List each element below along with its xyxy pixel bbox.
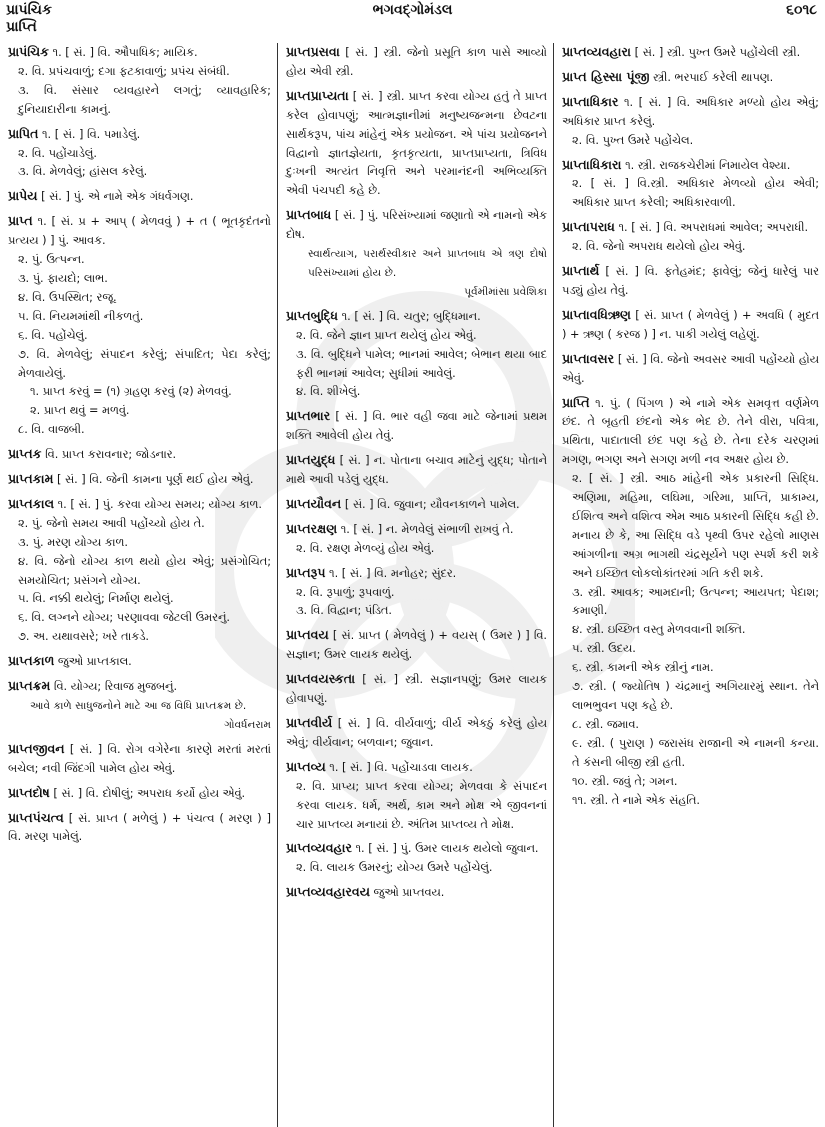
headword: પ્રાપ્તવયસ્કતા — [286, 671, 356, 687]
dictionary-entry — [286, 883, 547, 903]
dictionary-entry — [562, 350, 819, 389]
headword: પ્રાપ્તાપરાધ — [562, 219, 615, 235]
headword: પ્રાપ્તાવસર — [562, 350, 615, 366]
sense: ૬. વિ. પહોંચેલું. — [18, 328, 88, 342]
dictionary-entry — [286, 714, 547, 753]
definition: [ સં. ] વિ. જેનો અવસર આવી પહોંચ્યો હોય એવું. — [562, 352, 819, 385]
headword: પ્રાપ્તભાર — [286, 408, 331, 424]
headword: પ્રાપ્તકાળ — [8, 653, 55, 669]
dictionary-entry — [286, 839, 547, 878]
sense: ૬. સ્ત્રી. કામની એક સ્ત્રીનું નામ. — [572, 661, 714, 675]
quotation-source: પૂર્વમીમાંસા પ્રવેશિકા — [464, 285, 547, 298]
definition: [ સં. ] વિ. વીર્યવાળું; વીર્ય એકઠું કરેલું હોય એવું; વીર્યવાન; બળવાન; જુવાન. — [286, 717, 547, 749]
sense: ૭. અ. યથાવસરે; ખરે તાકડે. — [18, 630, 149, 644]
dictionary-entry — [8, 740, 271, 779]
dictionary-entry — [286, 407, 547, 446]
guide-word-first: પ્રાપંચિક — [6, 2, 52, 18]
dictionary-entry — [286, 206, 547, 302]
page-header — [0, 2, 825, 40]
sense: ૮. સ્ત્રી. જમાવ. — [572, 717, 639, 731]
definition: ૧. [ સં. ] વિ. અપરાધમાં આવેલ; અપરાધી. — [614, 221, 809, 235]
sense: ૩. પું. ફાયદો; લાભ. — [18, 271, 108, 285]
dictionary-entry — [286, 626, 547, 665]
headword: પ્રાપ્તદોષ — [8, 784, 50, 800]
definition: [ સં. ] વિ. જેની કામના પૂર્ણ થઈ હોય એવું. — [53, 473, 254, 487]
guide-word-last: પ્રાપ્તિ — [6, 19, 37, 35]
sense: ૧૦. સ્ત્રી. જવું તે; ગમન. — [572, 774, 678, 788]
sense: ૩. વિ. વિદ્વાન; પંડિત. — [296, 604, 393, 618]
sense: ૨. વિ. રક્ષણ મેળવ્યું હોય એવું. — [296, 541, 435, 555]
definition: [ સં. પ્રાપ્ત ( મળેલું ) + પંચત્વ ( મરણ ) ] વિ. મરણ પામેલું. — [8, 811, 271, 844]
column-2 — [277, 43, 553, 1127]
headword: પ્રાપ્તવય — [286, 627, 329, 643]
headword: પ્રાપ્તરક્ષણ — [286, 520, 338, 536]
sense: ૨. વિ. પહોંચાડેલું. — [18, 146, 97, 160]
definition: ૧. [ સં. ] પું. કરવા યોગ્ય સમય; યોગ્ય કાળ. — [54, 497, 262, 511]
definition: સ્ત્રી. ભરપાઈ કરેલી થાપણ. — [649, 70, 774, 84]
dictionary-entry — [562, 93, 819, 151]
sense: ૫. વિ. નક્કી થયેલું; નિર્માણ થયેલું. — [18, 592, 174, 606]
definition: ૧. [ સં. ] વિ. ઔપાધિક; માયિક. — [48, 46, 198, 59]
dictionary-entry — [562, 68, 819, 88]
definition: [ સં. ] વિ. જુવાન; યૌવનકાળને પામેલ. — [341, 497, 520, 511]
headword: પ્રાપ્તરૂપ — [286, 564, 326, 580]
dictionary-entry — [286, 670, 547, 709]
sense: ૪. વિ. ઉપસ્થિત; રજૂ. — [18, 290, 117, 304]
sense: ૨. વિ. પ્રાપ્ય; પ્રાપ્ત કરવા યોગ્ય; મેળવવા કે સંપાદન કરવા લાયક. ધર્મ, અર્થ, કામ અને મોક્ષ એ જીવનનાં ચાર પ્રાપ્તવ્ય મનાયાં છે. અંતિમ પ્રાપ્તવ્ય તે મોક્ષ. — [296, 779, 547, 831]
headword: પ્રાપ્તવ્યવહારવય — [286, 884, 370, 900]
sense: ૭. સ્ત્રી. ( જ્યોતિષ ) ચંદ્રમાનું અગિયારમું સ્થાન. તેને લાભભુવન પણ કહે છે. — [572, 680, 819, 712]
dictionary-entry — [8, 125, 271, 183]
definition: [ સં. ] વિ. દોષીલું; અપરાધ કર્યો હોય એવું. — [49, 786, 246, 800]
sense: ૨. પું. જેનો સમય આવી પહોંચ્યો હોય તે. — [18, 516, 205, 530]
dictionary-entry — [562, 43, 819, 63]
sense: ૮. વિ. વાજબી. — [18, 423, 85, 437]
definition: ૧. [ સં. ] ન. મેળવેલું સંભાળી રાખવું તે. — [337, 522, 514, 536]
dictionary-entry — [286, 495, 547, 515]
sense: ૩. સ્ત્રી. આવક; આમદાની; ઉત્પન્ન; આયપત; પેદાશ; કમાણી. — [572, 585, 819, 618]
definition: [ સં. પ્રાપ્ત ( મેળવેલું ) + અવધિ ( મુદત ) + ઋણ ( કરજ ) ] ન. પાકી ગયેલું લહેણું. — [562, 308, 819, 341]
sense: ૪. વિ. શીખેલું. — [296, 385, 361, 399]
sense: ૨. વિ. રૂપાળું; રૂપવાળું. — [296, 585, 395, 599]
headword: પ્રાપ્તબાધ — [286, 207, 332, 223]
headword: પ્રાપ્તક્રમ — [8, 678, 51, 694]
dictionary-entry — [8, 652, 271, 672]
sense: ૩. વિ. બુદ્ધિને પામેલ; ભાનમાં આવેલ; બેભાન થયા બાદ ફરી ભાનમાં આવેલ; સુધીમાં આવેલું. — [296, 347, 547, 380]
dictionary-entry — [562, 218, 819, 257]
dictionary-entry — [562, 306, 819, 345]
dictionary-entry — [8, 445, 271, 465]
headword: પ્રાપ્ત હિસ્સા પૂંજી — [562, 68, 650, 84]
sense: ૨. પું. ઉત્પન્ન. — [18, 253, 85, 267]
dictionary-entry — [8, 495, 271, 647]
sense: ૨. વિ. પુખ્ત ઉમરે પહોંચેલ. — [572, 133, 694, 147]
headword: પ્રાપ્તાધિકારા — [562, 156, 622, 172]
definition: ૧. [ સં. ] વિ. પમાડેલું. — [38, 127, 141, 141]
dictionary-entry — [8, 43, 271, 120]
column-1 — [0, 43, 277, 1127]
sense: ૬. વિ. લગ્નને યોગ્ય; પરણાવવા જેટલી ઉમરનું. — [18, 611, 231, 625]
dictionary-entry — [286, 451, 547, 490]
headword: પ્રાપ્તપ્રાપ્યતા — [286, 87, 349, 103]
definition: [ સં. ] ન. પોતાના બચાવ માટેનું યુદ્ધ; પોતાને માથે આવી પડેલું યુદ્ધ. — [286, 454, 547, 487]
definition: [ સં. ] સ્ત્રી. સજ્ઞાનપણું; ઉમર લાયક હોવાપણું. — [286, 673, 547, 706]
dictionary-entry — [8, 470, 271, 490]
headword: પ્રાપ્તયુદ્ધ — [286, 452, 336, 468]
headword: પ્રાપ્તિ — [562, 394, 590, 410]
definition: ૧. [ સં. ] પું. ઉમર લાયક થયેલો જુવાન. — [351, 842, 539, 856]
headword: પ્રાપ્તયૌવન — [286, 495, 342, 511]
sense: ૨. વિ. પ્રપંચવાળું; દગા ફટકાવાળું; પ્રપંચ સંબંધી. — [18, 64, 230, 78]
sense: ૨. [ સં. ] વિ.સ્ત્રી. અધિકાર મેળવ્યો હોય એવી; અધિકાર પ્રાપ્ત કરેલી; અધિકારવાળી. — [572, 177, 819, 210]
sense: ૧૧. સ્ત્રી. તે નામે એક સંહતિ. — [572, 793, 700, 807]
headword: પ્રાપ્તજીવન — [8, 740, 65, 756]
headword: પ્રાપ્ત — [8, 213, 33, 229]
sense: ૪. વિ. જેનો યોગ્ય કાળ થયો હોય એવું; પ્રસંગોચિત; સમયોચિત; પ્રસંગને યોગ્ય. — [18, 554, 271, 587]
definition: [ સં. ] વિ. ભાર વહી જવા માટે જેનામાં પ્રથમ શક્તિ આવેલી હોય તેવું. — [286, 410, 547, 443]
definition: [ સં. ] વિ. ફતેહમંદ; ફાવેલું; જેનું ધારેલું પાર પડ્યું હોય તેવું. — [562, 265, 819, 297]
headword: પ્રાપ્તવીર્ય — [286, 715, 333, 730]
definition: [ સં. ] વિ. રોગ વગેરેના કારણે મરતાં મરતાં બચેલ; નવી જિંદગી પામેલ હોય એવું. — [8, 742, 271, 775]
sense: ૯. સ્ત્રી. ( પુરાણ ) જરાસંધ રાજાની એ નામની કન્યા. તે કંસની બીજી સ્ત્રી હતી. — [572, 736, 819, 769]
sense: ૭. વિ. મેળવેલું; સંપાદન કરેલું; સંપાદિત; પેદા કરેલું; મેળવાયેલું. — [18, 347, 271, 380]
headword: પ્રાપિત — [8, 125, 39, 141]
usage-note: ૨. પ્રાપ્ત થવું = મળવું. — [30, 404, 130, 418]
headword: પ્રાપ્તવ્ય — [286, 758, 326, 774]
dictionary-entry — [562, 394, 819, 811]
definition: [ સં. ] સ્ત્રી. પુખ્ત ઉમરે પહોંચેલી સ્ત્રી. — [630, 46, 801, 59]
definition: ૧. [ સં. ] વિ. પહોંચાડવા લાયક. — [325, 760, 473, 774]
definition: ૧. [ સં. પ્ર + આપ્ ( મેળવવું ) + ત ( ભૂતકૃદંતનો પ્રત્યય ) ] પું. આવક. — [8, 215, 271, 248]
dictionary-columns — [0, 43, 825, 1127]
headword: પ્રાપ્તાધિકાર — [562, 93, 619, 109]
definition: ૧. સ્ત્રી. રાજકચેરીમાં નિમાયેલ વેશ્યા. — [621, 158, 791, 172]
definition: વિ. યોગ્ય; રિવાજ મુજબનું. — [50, 680, 178, 694]
dictionary-entry — [8, 187, 271, 207]
definition: ૧. [ સં. ] વિ. ચતુર; બુદ્ધિમાન. — [338, 309, 481, 323]
definition: [ સં. ] પું. એ નામે એક ગંધર્વગણ. — [37, 190, 194, 204]
dictionary-entry — [286, 307, 547, 403]
definition: [ સં. ] સ્ત્રી. પ્રાપ્ત કરવા યોગ્ય હતું તે પ્રાપ્ત કરેલ હોવાપણું; આત્મજ્ઞાનીમાં મનુષ્યજન્મના છેવટના સાર્થકરૂપ, પાંચ માંહેનું એક પ્રયોજન. એ પાંચ પ્રયોજનને વિદ્વાનો જ્ઞાતજ્ઞેયતા, કૃતકૃત્યતા, પ્રાપ્તપ્રાપ્યતા, ત્રિવિધ દુઃખની અત્યંત નિવૃત્તિ અને પરમાનંદની અભિવ્યક્તિ એવી પંચપદી કહે છે. — [286, 89, 547, 198]
headword: પ્રાપ્તબુદ્ધિ — [286, 307, 339, 323]
headword: પ્રાપ્તપ્રસવા — [286, 44, 340, 59]
quotation: આવે કાળે સાધુજનોને માટે આ જ વિધિ પ્રાપ્તક્રમ છે. — [30, 700, 247, 712]
column-3 — [553, 43, 825, 1127]
dictionary-entry — [286, 43, 547, 82]
dictionary-entry — [286, 520, 547, 559]
sense: ૩. વિ. સંસાર વ્યવહારને લગતું; વ્યાવહારિક; દુનિયાદારીના કામનું. — [18, 83, 271, 116]
headword: પ્રાપેય — [8, 188, 38, 204]
headword: પ્રાપ્તવ્યવહારા — [562, 44, 631, 59]
sense: ૪. સ્ત્રી. ઇચ્છિત વસ્તુ મેળવવાની શક્તિ. — [572, 623, 746, 637]
sense: ૨. વિ. જેને જ્ઞાન પ્રાપ્ત થયેલું હોય એવું. — [296, 328, 477, 342]
dictionary-entry — [8, 212, 271, 440]
headword: પ્રાપ્તાર્થ — [562, 263, 600, 279]
definition: ૧. [ સં. ] વિ. મનોહર; સુંદર. — [325, 566, 457, 580]
quotation: સ્વાર્થત્યાગ, પરાર્થસ્વીકાર અને પ્રાપ્તબાધ એ ત્રણ દોષો પરિસંખ્યામાં હોય છે. — [308, 248, 547, 279]
headword: પ્રાપ્તપંચત્વ — [8, 809, 64, 825]
page-number: ૬૦૧૮ — [786, 2, 817, 18]
definition: વિ. પ્રાપ્ત કરાવનાર; જોડનાર. — [41, 448, 177, 462]
sense: ૩. વિ. મેળવેલું; હાંસલ કરેલું. — [18, 165, 148, 179]
sense: ૨. વિ. લાયક ઉમરનું; યોગ્ય ઉમરે પહોંચેલું. — [296, 861, 493, 875]
dictionary-entry — [562, 262, 819, 301]
definition: જુઓ પ્રાપ્તકાલ. — [54, 655, 132, 669]
dictionary-entry — [286, 87, 547, 201]
sense: ૩. પું. મરણ યોગ્ય કાળ. — [18, 535, 128, 549]
dictionary-entry — [562, 156, 819, 214]
definition: [ સં. ] સ્ત્રી. જેનો પ્રસૂતિ કાળ પાસે આવ્યો હોય એવી સ્ત્રી. — [286, 46, 547, 78]
dictionary-entry — [8, 784, 271, 804]
headword: પ્રાપ્તાવધિઋણ — [562, 306, 631, 322]
definition: [ સં. ] પું. પરિસંખ્યામાં જણાતો એ નામનો એક દોષ. — [286, 209, 547, 242]
dictionary-entry — [8, 677, 271, 735]
headword: પ્રાપ્તકામ — [8, 471, 54, 487]
headword: પ્રાપ્તકાલ — [8, 495, 55, 511]
sense: ૫. વિ. નિયમમાંથી નીકળતું. — [18, 309, 144, 323]
sense: ૫. સ્ત્રી. ઉદય. — [572, 642, 636, 656]
headword: પ્રાપંચિક — [8, 44, 49, 59]
definition: ૧. [ સં. ] વિ. અધિકાર મળ્યો હોય એવું; અધિકાર પ્રાપ્ત કરેલું. — [562, 95, 819, 128]
sense: ૨. વિ. જેનો અપરાધ થયેલો હોય એવું. — [572, 240, 746, 254]
definition: [ સં. પ્રાપ્ત ( મેળવેલું ) + વયસ્ ( ઉમર ) ] વિ. સજ્ઞાન; ઉમર લાયક થયેલું. — [286, 629, 547, 662]
dictionary-entry — [8, 809, 271, 848]
sense: ૨. [ સં. ] સ્ત્રી. આઠ માંહેની એક પ્રકારની સિદ્ધિ. અણિમા, મહિમા, લઘિમા, ગરિમા, પ્રાપ્તિ, પ્રાકામ્ય, ઈશિત્વ અને વશિત્વ એમ આઠ પ્રકારની સિદ્ધિ કહી છે. મનાય છે કે, આ સિદ્ધિ વડે પૃથ્વી ઉપર રહેલો માણસ આંગળીના અગ્ર ભાગથી ચંદ્રસૂર્યને પણ સ્પર્શ કરી શકે અને ઇચ્છિત લોકલોકાંતરમાં ગતિ કરી શકે. — [572, 472, 819, 580]
headword: પ્રાપ્તવ્યવહાર — [286, 840, 352, 856]
usage-note: ૧. પ્રાપ્ત કરવું = (૧) ગ્રહણ કરવું (૨) મેળવવું. — [30, 385, 232, 399]
headword: પ્રાપ્તક — [8, 446, 42, 462]
dictionary-entry — [286, 564, 547, 622]
book-title: ભગવદ્ગોમંડલ — [372, 2, 453, 18]
quotation-source: ગોવર્ધનરામ — [224, 718, 271, 731]
definition: જુઓ પ્રાપ્તવય. — [369, 886, 445, 900]
definition: ૧. પું. ( પિંગળ ) એ નામે એક સમવૃત્ત વર્ણમેળ છંદ. તે બૃહતી છંદનો એક ભેદ છે. તેને વીરા, પવિત્રા, પ્રથિતા, પાદાતાલી છંદ પણ કહે છે. તેના દરેક ચરણમાં મગણ, ભગણ અને સગણ મળી નવ અક્ષર હોય છે. — [562, 396, 819, 467]
dictionary-entry — [286, 758, 547, 835]
